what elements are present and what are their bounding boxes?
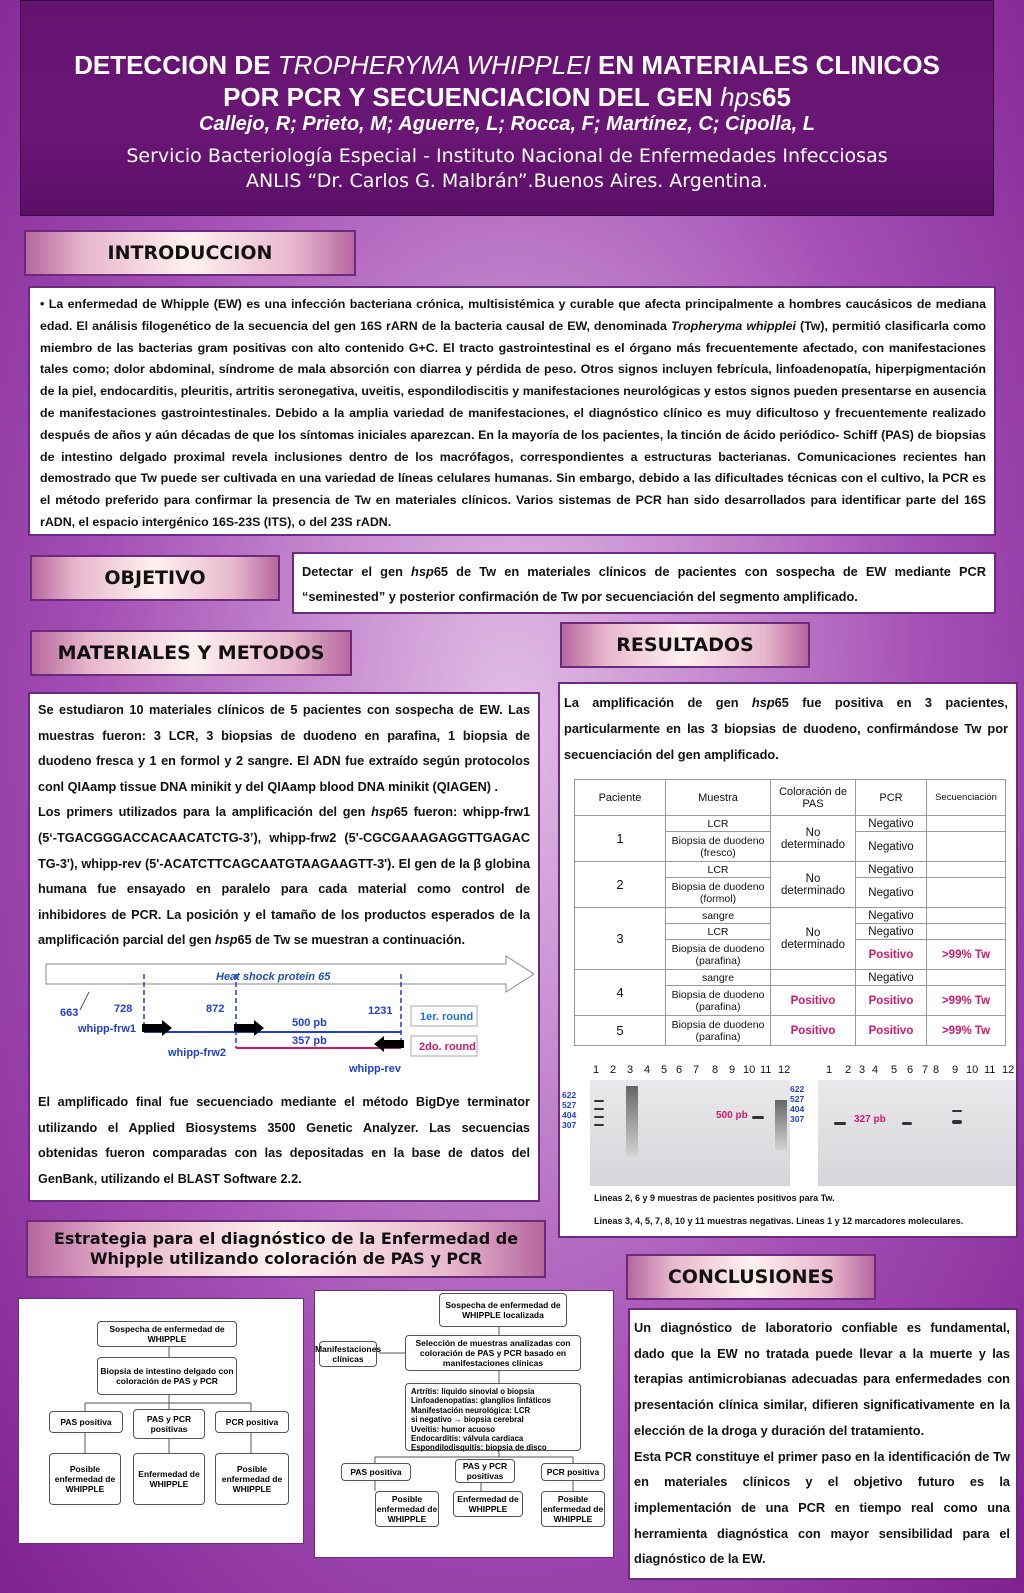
pcr-cell: Negativo [856, 832, 927, 862]
marker-size: 307 [790, 1114, 805, 1124]
flow-manifestaciones: Manifestaciones clínicas [319, 1341, 377, 1367]
intro-text-part: (Tw), permitió clasificarla como miembro de las bacterias gram positivas con alto contenido G+C. El tracto gastrointestinal es el órgano más frecuentemente afectado, con manifestaciones tales como; dolor abdominal, síndrome de mala absorción con diarrea y pérdida de peso. Otros signos incluyen febrícula, linfoadenopatía, hiperpigmentación de la piel, endocarditis, pleuritis, artritis seronegativa, uveitis, espondilodiscitis y manifestaciones neurológicas y estos signos pueden presentarse en ausencia de manifestaciones gastrointestinales. Debido a la amplia variedad de manifestaciones, el diagnóstico clínico es muy dificultoso y frecuentemente realizado después de años y aún décadas de que los síntomas iniciales aparezcan. En la mayoría de los pacientes, la tinción de ácido periódico- Schiff (PAS) de biopsias de intestino delgado proximal revela inclusiones dentro de los macrófagos, correspondientes a estructuras bacterianas. Comunicaciones recientes han demostrado que Tw puede ser cultivada en una variedad de líneas celulares humanas. Sin embargo, debido a las dificultades técnicas con el cultivo, la PCR es el método preferido para confirmar la presencia de Tw en materiales clínicos. Varios sistemas de PCR han sido desarrollados para identificar parte del 16S rADN, el espacio intergénico 16S-23S (ITS), o del 23S rADN. [40, 318, 986, 529]
muestra-cell: Biopsia de duodeno (parafina) [666, 940, 771, 970]
gel2-band-label: 327 pb [854, 1114, 886, 1125]
pcr-cell: Negativo [856, 862, 927, 878]
flow-pas-positiva: PAS positiva [49, 1411, 123, 1433]
lane-number: 11 [760, 1064, 772, 1076]
flow-pas-pcr-positivas: PAS y PCR positivas [133, 1409, 205, 1439]
pos-663: 663 [60, 1007, 79, 1019]
flow-list-item: si negativo → biopsia cerebral [411, 1415, 524, 1425]
flowchart-right [314, 1290, 614, 1558]
pos-872: 872 [206, 1003, 225, 1015]
introduccion-box [28, 286, 996, 536]
sec-cell [927, 816, 1006, 832]
lane-number: 5 [891, 1064, 898, 1076]
flow-list-item: Endocarditis: válvula cardiaca [411, 1434, 524, 1444]
pcr-cell: Positivo [856, 986, 927, 1016]
title-part: EN MATERIALES CLINICOS [590, 50, 940, 80]
lane-number: 10 [966, 1064, 979, 1076]
th-pcr: PCR [856, 780, 927, 816]
lane-number: 3 [859, 1064, 866, 1076]
res-part: La amplificación de gen [564, 695, 752, 710]
conclusiones-heading: CONCLUSIONES [626, 1254, 876, 1300]
frw1-arrow [142, 1020, 172, 1036]
mm-paragraph1: Se estudiaron 10 materiales clínicos de 5 pacientes con sospecha de EW. Las muestras fueron: 3 LCR, 3 biopsias de duodeno en parafina, 1 biopsia de duodeno fresca y 1 en formol y 2 sangre. El ADN fue extraído según protocolos conl QIAamp tissue DNA minikit y del QIAamp blood DNA minikit (QIAGEN) . [38, 703, 530, 794]
sec-cell [927, 862, 1006, 878]
pas-cell: No determinado [771, 816, 856, 862]
pas-cell: Positivo [771, 986, 856, 1016]
marker-size: 622 [790, 1084, 805, 1094]
gene-diagram [34, 952, 534, 1080]
lane-number: 1 [593, 1064, 600, 1076]
res-part: 65 fue positiva en 3 pacientes, particularmente en las 3 biopsias de duodeno, confirmándose Tw por secuenciación del gen amplificado. [564, 695, 1008, 762]
obj-part: Detectar el gen [302, 564, 412, 579]
marker-band [594, 1116, 604, 1118]
sec-cell: >99% Tw [927, 986, 1006, 1016]
muestra-cell: LCR [666, 924, 771, 940]
estrategia-heading-line1: Estrategia para el diagnóstico de la Enfermedad de [53, 1229, 519, 1248]
paciente-cell: 4 [575, 970, 666, 1016]
sec-cell: >99% Tw [927, 1016, 1006, 1046]
marker-size: 527 [562, 1100, 577, 1110]
muestra-cell: Biopsia de duodeno (parafina) [666, 1016, 771, 1046]
mm-paragraph2 [38, 800, 530, 954]
flow-list-item: Artritis: líquido sinovial o biopsia [411, 1387, 535, 1396]
flow-posible-2: Posible enfermedad de WHIPPLE [541, 1491, 605, 1527]
marker-size: 307 [562, 1120, 577, 1130]
gene-label: Heat shock protein 65 [216, 971, 331, 983]
muestra-cell: Biopsia de duodeno (parafina) [666, 986, 771, 1016]
lane-number: 3 [627, 1064, 634, 1076]
pcr-cell: Positivo [856, 940, 927, 970]
gel1-marker-sizes [562, 1090, 576, 1130]
lane-number: 4 [872, 1064, 879, 1076]
frw2-arrow [234, 1020, 264, 1036]
flow-list-item: Manifestación neurológica: LCR [411, 1405, 531, 1415]
muestra-cell: LCR [666, 862, 771, 878]
gel-image-1 [590, 1080, 790, 1186]
materiales-heading: MATERIALES Y METODOS [30, 630, 352, 676]
institution-line1: Servicio Bacteriología Especial - Instituto Nacional de Enfermedades Infecciosas [126, 145, 888, 167]
flow-pas-positiva: PAS positiva [341, 1463, 411, 1481]
muestra-cell: LCR [666, 816, 771, 832]
muestra-cell: Biopsia de duodeno (fresco) [666, 832, 771, 862]
flow-pas-pcr-positivas: PAS y PCR positivas [455, 1459, 515, 1483]
marker-size: 622 [562, 1090, 577, 1100]
lane-number: 6 [907, 1064, 914, 1076]
gel-caption1: Lineas 2, 6 y 9 muestras de pacientes positivos para Tw. [594, 1193, 835, 1203]
sec-cell [927, 908, 1006, 924]
flow-biopsia: Biopsia de intestino delgado con coloración de PAS y PCR [97, 1357, 237, 1395]
flow-sospecha: Sospecha de enfermedad de WHIPPLE [97, 1321, 237, 1347]
mm-part: 65 fueron: whipp-frw1 (5‘-TGACGGGACCACAACATCTG-3’), whipp-frw2 (5'-CGCGAAAGAGGTTGAGAC TG-3'), whipp-rev (5'-ACATCTTCAGCAATGTAAGAAGTT-3'). El gen de la β globina humana fue ensayado en paralelo para cada material como control de inhibidores de PCR. La posición y el tamaño de los productos esperados de la amplificación parcial del gen [38, 805, 531, 948]
gel2-marker-sizes [790, 1084, 804, 1124]
muestra-cell: sangre [666, 970, 771, 986]
muestra-cell: Biopsia de duodeno (formol) [666, 878, 771, 908]
size-357-label: 357 pb [292, 1035, 327, 1047]
flow-posible-2: Posible enfermedad de WHIPPLE [215, 1453, 289, 1505]
pos-728: 728 [114, 1003, 133, 1015]
muestra-cell: sangre [666, 908, 771, 924]
results-table [574, 779, 1006, 1046]
lane-number: 9 [952, 1064, 959, 1076]
sec-cell: >99% Tw [927, 940, 1006, 970]
marker-band [594, 1100, 604, 1102]
conclusiones-box [628, 1308, 1018, 1580]
lane-number: 4 [644, 1064, 651, 1076]
th-secuenciacion: Secuenciación [927, 780, 1006, 816]
pas-cell: No determinado [771, 862, 856, 908]
title-part: 65 [761, 82, 791, 112]
authors: Callejo, R; Prieto, M; Aguerre, L; Rocca, F; Martínez, C; Cipolla, L [199, 113, 815, 135]
sample-band [952, 1110, 962, 1112]
lane-number: 2 [845, 1064, 852, 1076]
flow-list-item: Espondilodisquitis: biopsia de disco [411, 1443, 547, 1453]
introduccion-heading: INTRODUCCION [24, 230, 356, 276]
flow-sospecha-localizada: Sospecha de enfermedad de WHIPPLE localizada [439, 1293, 567, 1327]
estrategia-heading [26, 1220, 546, 1278]
materiales-box [28, 692, 540, 1202]
pcr-cell: Negativo [856, 908, 927, 924]
flow-list-item: Linfoadenopatías: glanglios linfáticos [411, 1396, 551, 1406]
obj-gene: hsp [411, 564, 434, 579]
rev-arrow [374, 1036, 404, 1052]
marker-band [594, 1124, 604, 1126]
res-gene: hsp [751, 695, 775, 710]
lane-number: 6 [676, 1064, 683, 1076]
resultados-text [564, 690, 1008, 768]
introduccion-text: • La enfermedad de Whipple (EW) es una infección bacteriana crónica, multisistémica y curable que afecta principalmente a hombres caucásicos de mediana edad. El análisis filogenético de la secuencia del gen 16S rARN de la bacteria causal de EW, denominada Tropheryma whipplei (Tw), permitió clasificarla como miembro de las bacterias gram positivas con alto contenido G+C. El tracto gastrointestinal es el órgano más frecuentemente afectado, con manifestaciones tales como; dolor abdominal, síndrome de mala absorción con diarrea y pérdida de peso. Otros signos incluyen febrícula, linfoadenopatía, hiperpigmentación de la piel, endocarditis, pleuritis, artritis seronegativa, uveitis, espondilodiscitis y manifestaciones neurológicas y estos signos pueden presentarse en ausencia de manifestaciones gastrointestinales. Debido a la amplia variedad de manifestaciones, el diagnóstico clínico es muy dificultoso y frecuentemente realizado después de años y aún décadas de que los síntomas iniciales aparezcan. En la mayoría de los pacientes, la tinción de ácido periódico- Schiff (PAS) de biopsias de intestino delgado proximal revela inclusiones dentro de los macrófagos, correspondientes a estructuras bacterianas. Comunicaciones recientes han demostrado que Tw puede ser cultivada en una variedad de líneas celulares humanas. Sin embargo, debido a las dificultades técnicas con el cultivo, la PCR es el método preferido para confirmar la presencia de Tw en materiales clínicos. Varios sistemas de PCR han sido desarrollados para identificar parte del 16S rADN, el espacio intergénico 16S-23S (ITS), o del 23S rADN. [40, 297, 986, 529]
title-species: TROPHERYMA WHIPPLEI [277, 50, 591, 80]
paciente-cell: 5 [575, 1016, 666, 1046]
round2-label: 2do. round [419, 1041, 476, 1053]
objetivo-text [302, 559, 986, 609]
lane-number: 5 [661, 1064, 668, 1076]
pas-cell: No determinado [771, 908, 856, 970]
flowchart-left [18, 1298, 304, 1544]
poster-title-line1 [21, 49, 993, 81]
lane-number: 12 [778, 1064, 791, 1076]
pas-cell [771, 970, 856, 986]
flow-pcr-positiva: PCR positiva [541, 1463, 605, 1481]
gel-smear [775, 1100, 787, 1150]
gel-smear [626, 1086, 638, 1156]
mm-paragraph3: El amplificado final fue secuenciado mediante el método BigDye terminator utilizando el Applied Biosystems 3500 Genetic Analyzer. Las secuencias obtenidas fueron comparadas con las depositadas en la base de datos del GenBank, utilizando el BLAST Software 2.2. [38, 1095, 530, 1186]
sample-band [834, 1122, 846, 1125]
marker-size: 404 [790, 1104, 805, 1114]
conclusion-paragraph2: Esta PCR constituye el primer paso en la identificación de Tw en materiales clínicos y el objetivo futuro es la implementación de una PCR en tiempo real como una herramienta diagnóstica con mayor sensibilidad para el diagnóstico de la EW. [634, 1448, 1010, 1567]
pcr-cell: Negativo [856, 816, 927, 832]
gel-lane-numbers [560, 1064, 1016, 1080]
gel1-band-label: 500 pb [716, 1110, 748, 1121]
marker-band [594, 1108, 604, 1110]
lane-number: 8 [933, 1064, 940, 1076]
title-part: POR PCR Y SECUENCIACION DEL GEN [223, 82, 721, 112]
sec-cell [927, 878, 1006, 908]
paciente-cell: 1 [575, 816, 666, 862]
paciente-cell: 2 [575, 862, 666, 908]
pcr-cell: Negativo [856, 970, 927, 986]
obj-part: 65 de Tw en materiales clínicos de pacientes con sospecha de EW mediante PCR “seminested” y posterior confirmación de Tw por secuenciación del segmento amplificado. [302, 564, 986, 604]
conclusion-paragraph1: Un diagnóstico de laboratorio confiable es fundamental, dado que la EW no tratada puede llevar a la muerte y las terapias antimicrobianas adecuadas para enfermedades con presentación clínica similar, difieren significativamente en la elección de la droga y duración del tratamiento. [634, 1320, 1010, 1438]
lane-number: 12 [1002, 1064, 1015, 1076]
objetivo-heading: OBJETIVO [30, 555, 280, 601]
flow-seleccion: Selección de muestras analizadas con coloración de PAS y PCR basado en manifestaciones clínicas [405, 1335, 581, 1371]
marker-size: 404 [562, 1110, 577, 1120]
sec-cell [927, 832, 1006, 862]
lane-number: 7 [922, 1064, 929, 1076]
th-muestra: Muestra [666, 780, 771, 816]
mm-part: 65 de Tw se muestran a continuación. [237, 933, 466, 948]
conclusiones-text [634, 1315, 1010, 1572]
lane-number: 9 [729, 1064, 736, 1076]
sec-cell [927, 970, 1006, 986]
materiales-text [38, 698, 530, 954]
poster-title-line2 [21, 81, 993, 113]
lane-number: 7 [693, 1064, 700, 1076]
flow-posible-1: Posible enfermedad de WHIPPLE [49, 1453, 121, 1505]
size-500-label: 500 pb [292, 1017, 327, 1029]
flow-list-item: Uveitis: humor acuoso [411, 1424, 496, 1434]
lane-number: 2 [610, 1064, 617, 1076]
objetivo-box [292, 552, 996, 614]
round1-label: 1er. round [420, 1011, 474, 1023]
pcr-cell: Negativo [856, 924, 927, 940]
poster-header [20, 0, 994, 216]
title-part: DETECCION DE [74, 50, 278, 80]
flow-enfermedad: Enfermedad de WHIPPLE [453, 1491, 523, 1517]
sample-band [952, 1120, 962, 1124]
intro-text-part: La enfermedad de Whipple (EW) es una infección bacteriana crónica, multisistémica y curable que afecta principalmente a hombres caucásicos de mediana edad. El análisis filogenético de la secuencia del gen 16S rARN de la bacteria causal de EW, denominada [40, 297, 986, 333]
flow-posible-1: Posible enfermedad de WHIPPLE [375, 1491, 439, 1527]
lane-number: 8 [712, 1064, 719, 1076]
th-paciente: Paciente [575, 780, 666, 816]
marker-size: 527 [790, 1094, 805, 1104]
lane-number: 11 [984, 1064, 996, 1076]
pcr-cell: Positivo [856, 1016, 927, 1046]
institution-line2: ANLIS “Dr. Carlos G. Malbrán”.Buenos Aires. Argentina. [245, 170, 769, 192]
pas-cell: Positivo [771, 1016, 856, 1046]
flow-pcr-positiva: PCR positiva [215, 1411, 289, 1433]
sample-band [752, 1116, 764, 1119]
intro-species: Tropheryma whipplei [670, 318, 796, 333]
lane-number: 10 [743, 1064, 756, 1076]
pos-tick [80, 992, 89, 1010]
pcr-cell: Negativo [856, 878, 927, 908]
pos-1231: 1231 [368, 1005, 393, 1017]
mm-gene: hsp [214, 933, 238, 948]
frw1-label: whipp-frw1 [78, 1023, 137, 1035]
mm-part: Los primers utilizados para la amplificación del gen [38, 805, 372, 820]
gel-caption2: Lineas 3, 4, 5, 7, 8, 10 y 11 muestras negativas. Lineas 1 y 12 marcadores moleculares. [594, 1216, 964, 1226]
flow-enfermedad: Enfermedad de WHIPPLE [133, 1453, 205, 1505]
sample-band [902, 1122, 912, 1125]
lane-number: 1 [826, 1064, 833, 1076]
rev-label: whipp-rev [349, 1063, 401, 1075]
paciente-cell: 3 [575, 908, 666, 970]
estrategia-heading-line2: Whipple utilizando coloración de PAS y PCR [89, 1249, 483, 1268]
gel-image-2 [818, 1080, 1016, 1186]
title-gene: hps [720, 82, 762, 112]
resultados-heading: RESULTADOS [560, 622, 810, 668]
flow-lista-manifestaciones [405, 1383, 581, 1451]
mm-gene: hsp [371, 805, 394, 820]
sec-cell [927, 924, 1006, 940]
th-pas: Coloración de PAS [771, 780, 856, 816]
frw2-label: whipp-frw2 [168, 1047, 227, 1059]
resultados-box [558, 682, 1018, 1238]
